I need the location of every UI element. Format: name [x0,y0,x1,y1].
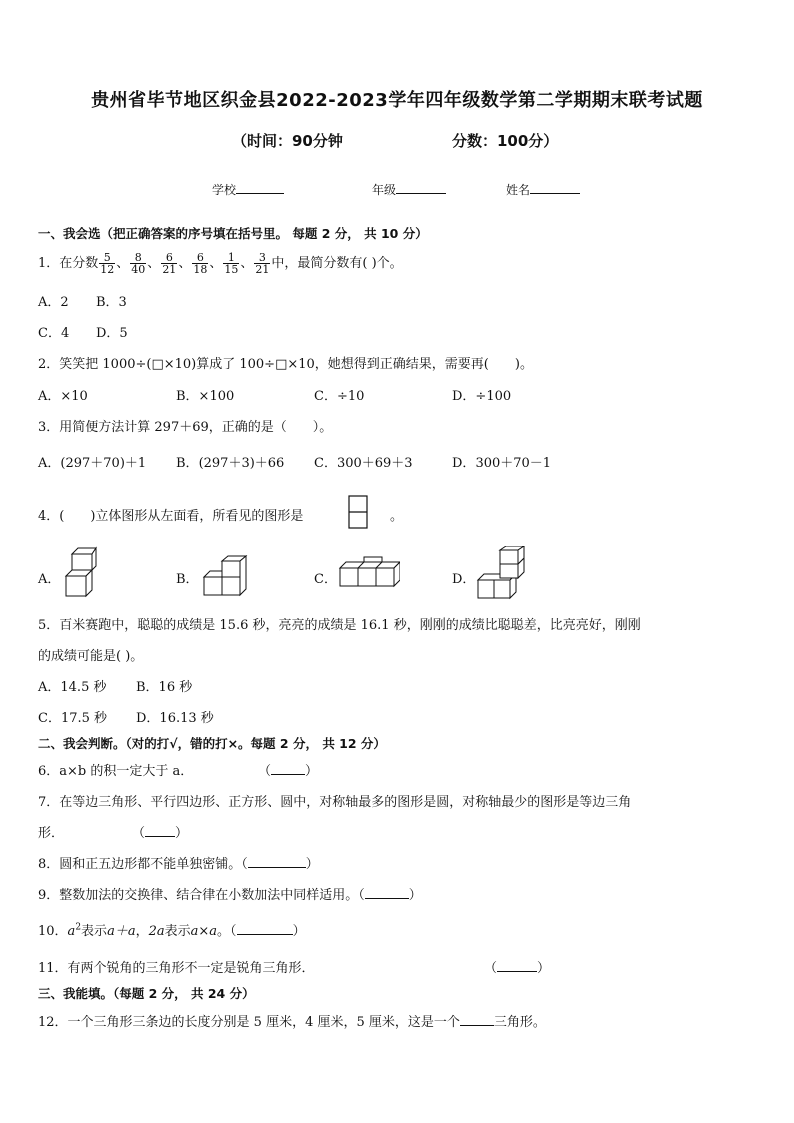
q4-option-c[interactable]: C． [314,572,337,587]
q3-option-a[interactable]: A．(297＋70)＋1 [38,456,147,471]
q1-option-a[interactable]: A．2 [38,295,69,310]
grade-blank[interactable] [396,181,446,194]
q5-option-d[interactable]: D．16.13 秒 [136,711,214,726]
q1-option-d[interactable]: D．5 [96,326,128,341]
q2-text: 2．笑笑把 1000÷(□×10)算成了 100÷□×10，她想得到正确结果，需要再( )。 [38,357,533,372]
q10-answer-blank[interactable] [237,922,293,935]
q5-line1: 5．百米赛跑中，聪聪的成绩是 15.6 秒，亮亮的成绩是 16.1 秒，刚刚的成绩比聪聪差，比亮亮好，刚刚 [38,618,641,633]
school-blank[interactable] [236,181,284,194]
fraction-2: $\frac{8}{40}$ [131,251,146,276]
grade-label: 年级 [372,183,397,197]
q2-option-b[interactable]: B．×100 [176,389,235,404]
cube-stack-d-icon [476,546,528,602]
q1: 1．在分数 $\frac{5}{12}$ 、 $\frac{8}{40}$ 、 $\frac{6}{21}$ 、 $\frac{6}{18}$ 、 $\frac{1}{15}$ 、 $\frac{3}{21}$ 中，最简分数有( )个。 [38,251,403,276]
left-view-icon [348,495,368,529]
section2-heading: 二、我会判断。（对的打√，错的打×。每题 2 分， 共 12 分） [38,736,386,751]
q12: 12．一个三角形三条边的长度分别是 5 厘米，4 厘米，5 厘米，这是一个 三角形。 [38,1015,546,1030]
q11-answer[interactable]: （ ） [484,961,551,976]
cube-stack-a-icon [62,546,98,598]
fraction-3: $\frac{6}{21}$ [162,251,177,276]
q3-option-b-expr: (297＋3)＋66 [198,456,285,471]
q5-option-c[interactable]: C．17.5 秒 [38,711,108,726]
q1-option-c[interactable]: C．4 [38,326,70,341]
q1-prefix: 1．在分数 [38,256,99,271]
school-field [212,181,284,198]
q4-option-b[interactable]: B． [176,572,199,587]
q3-option-c-expr: 300＋69＋3 [336,456,413,471]
name-blank[interactable] [530,181,580,194]
fraction-4: $\frac{6}{18}$ [193,251,208,276]
section3-heading: 三、我能填。（每题 2 分， 共 24 分） [38,986,255,1001]
cube-stack-b-icon [202,555,248,597]
q9-answer-blank[interactable] [365,886,409,899]
q4-option-a[interactable]: A． [38,572,61,587]
q5-line2: 的成绩可能是( )。 [38,649,144,664]
q4-text: 4．( )立体图形从左面看，所看见的图形是 [38,509,304,524]
exam-time: （时间：90分钟 [232,132,343,150]
q5-option-a[interactable]: A．14.5 秒 [38,680,107,695]
school-label: 学校 [212,183,237,197]
fraction-5: $\frac{1}{15}$ [224,251,239,276]
q2-option-d[interactable]: D．÷100 [452,389,512,404]
q6-text: 6．a×b 的积一定大于 a． [38,764,194,779]
q2-option-c[interactable]: C．÷10 [314,389,365,404]
q6-answer-blank[interactable] [271,762,305,775]
q7-answer[interactable]: （ ） [132,826,189,841]
q11-text: 11．有两个锐角的三角形不一定是锐角三角形． [38,961,315,976]
fraction-1: $\frac{5}{12}$ [100,251,115,276]
q8: 8．圆和正五边形都不能单独密铺。（ ） [38,857,319,872]
q3-option-c[interactable]: C．300＋69＋3 [314,456,413,471]
q3-option-b[interactable]: B．(297＋3)＋66 [176,456,285,471]
q1-option-b[interactable]: B．3 [96,295,127,310]
q7-line1: 7．在等边三角形、平行四边形、正方形、圆中，对称轴最多的图形是圆，对称轴最少的图形是等边三角 [38,795,632,810]
fraction-6: $\frac{3}{21}$ [255,251,270,276]
name-field [506,181,580,198]
q2-option-a[interactable]: A．×10 [38,389,88,404]
q3-option-d-expr: 300＋70－1 [475,456,552,471]
exam-score: 分数：100分） [452,132,559,150]
q7-answer-blank[interactable] [145,824,175,837]
exam-title: 贵州省毕节地区织金县2022-2023学年四年级数学第二学期期末联考试题 [91,90,703,111]
q12-answer-blank[interactable] [460,1013,494,1026]
q6-answer[interactable]: （ ） [258,764,319,779]
name-label: 姓名 [506,183,531,197]
cube-row-c-icon [338,556,400,590]
q5-option-b[interactable]: B．16 秒 [136,680,193,695]
q4-option-d[interactable]: D． [452,572,476,587]
q3-text: 3．用简便方法计算 297＋69，正确的是（ ）。 [38,420,333,435]
q10: 10．$a^2$表示a＋a，2a表示a×a。（ ） [38,922,306,939]
q9: 9．整数加法的交换律、结合律在小数加法中同样适用。（ ） [38,888,422,903]
q8-answer-blank[interactable] [248,855,306,868]
q4-end: 。 [390,509,404,524]
grade-field [372,181,446,198]
q1-suffix: 中，最简分数有( )个。 [271,256,403,271]
section1-heading: 一、我会选（把正确答案的序号填在括号里。 每题 2 分， 共 10 分） [38,226,428,241]
q7-line2: 形． [38,826,65,841]
q11-answer-blank[interactable] [497,959,537,972]
q3-option-d[interactable]: D．300＋70－1 [452,456,552,471]
q3-option-a-expr: (297＋70)＋1 [60,456,147,471]
